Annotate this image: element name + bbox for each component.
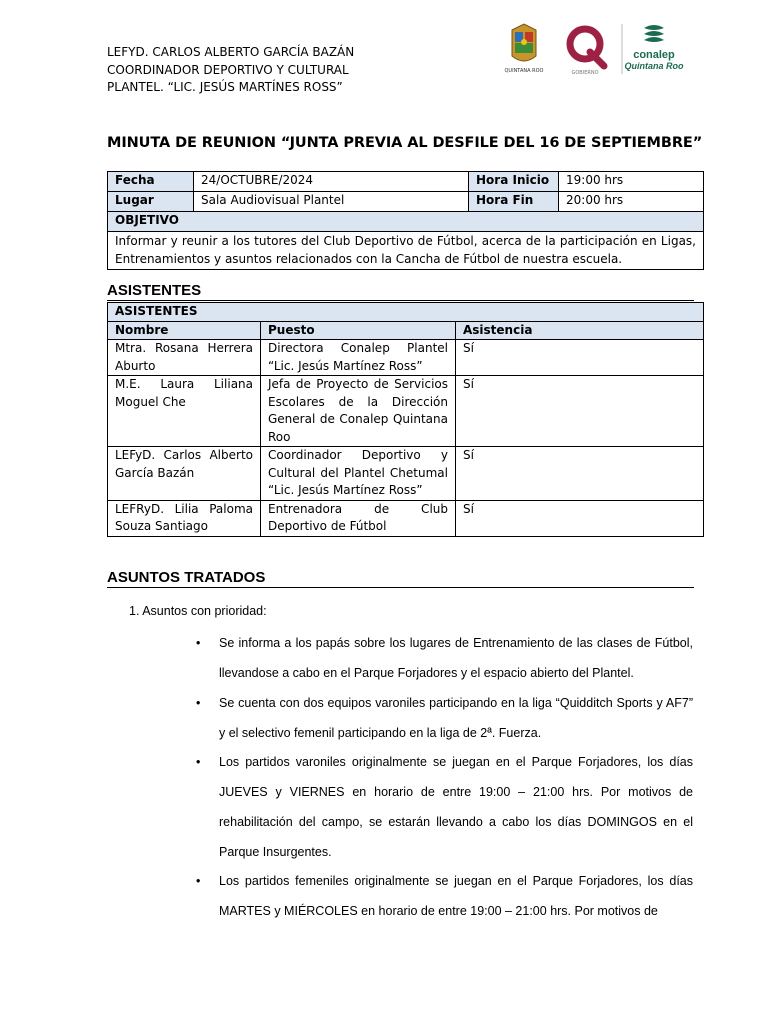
attendee-name: LEFyD. Carlos Alberto García Bazán — [108, 447, 261, 501]
state-seal-logo — [505, 24, 544, 74]
asistentes-table — [107, 302, 704, 537]
list-item — [196, 628, 693, 688]
header-position: COORDINADOR DEPORTIVO Y CULTURAL — [107, 62, 349, 77]
list-item-text: Los partidos varoniles originalmente se juegan en el Parque Forjadores, los días JUEVES y VIERNES en horario de entre 19:00 – 21:00 hrs. Por motivos de rehabilitación del campo, se estarán llevando a cabo los días DOMINGOS en el Parque Insurgentes. — [219, 755, 693, 859]
document-title: MINUTA DE REUNION “JUNTA PREVIA AL DESFILE DEL 16 DE SEPTIEMBRE” — [107, 135, 703, 151]
table-row — [108, 500, 704, 536]
hora-fin-value: 20:00 hrs — [559, 192, 704, 212]
attendee-attendance: Sí — [456, 447, 704, 501]
attendee-name: M.E. Laura Liliana Moguel Che — [108, 376, 261, 447]
svg-text:QUINTANA ROO: QUINTANA ROO — [504, 68, 544, 74]
conalep-logo — [625, 25, 684, 71]
table-row — [108, 340, 704, 376]
column-header-nombre: Nombre — [108, 321, 261, 340]
table-row — [108, 376, 704, 447]
hora-inicio-label: Hora Inicio — [469, 172, 559, 192]
attendee-attendance: Sí — [456, 340, 704, 376]
attendee-position: Coordinador Deportivo y Cultural del Plantel Chetumal “Lic. Jesús Martínez Ross” — [261, 447, 456, 501]
bullet-icon: • — [196, 696, 201, 710]
asuntos-heading: ASUNTOS TRATADOS — [107, 569, 694, 588]
hora-inicio-value: 19:00 hrs — [559, 172, 704, 192]
attendee-position: Jefa de Proyecto de Servicios Escolares de la Dirección General de Conalep Quintana Roo — [261, 376, 456, 447]
objetivo-text: Informar y reunir a los tutores del Club Deportivo de Fútbol, acerca de la participación en Ligas, Entrenamientos y asuntos relacionados con la Cancha de Fútbol de nuestra escuela. — [108, 232, 704, 270]
svg-text:Quintana Roo: Quintana Roo — [624, 61, 684, 71]
attendee-position: Entrenadora de Club Deportivo de Fútbol — [261, 500, 456, 536]
attendee-position: Directora Conalep Plantel “Lic. Jesús Martínez Ross” — [261, 340, 456, 376]
column-header-asistencia: Asistencia — [456, 321, 704, 340]
header-plantel: PLANTEL. “LIC. JESÚS MARTÍNES ROSS” — [107, 80, 343, 94]
attendee-name: LEFRyD. Lilia Paloma Souza Santiago — [108, 500, 261, 536]
lugar-label: Lugar — [108, 192, 194, 212]
attendee-attendance: Sí — [456, 376, 704, 447]
svg-text:conalep: conalep — [633, 49, 675, 61]
bullet-icon: • — [196, 755, 201, 769]
bullet-icon: • — [196, 636, 201, 650]
column-header-puesto: Puesto — [261, 321, 456, 340]
list-item-text: Los partidos femeniles originalmente se juegan en el Parque Forjadores, los días MARTES y MIÉRCOLES en horario de entre 19:00 – 21:00 hrs. Por motivos de — [219, 874, 693, 918]
asistentes-caption: ASISTENTES — [108, 303, 704, 322]
list-item-text: Se cuenta con dos equipos varoniles participando en la liga “Quidditch Sports y AF7” y el selectivo femenil participando en la liga de 2ª. Fuerza. — [219, 696, 693, 740]
objetivo-label: OBJETIVO — [108, 212, 704, 232]
lugar-value: Sala Audiovisual Plantel — [194, 192, 469, 212]
institution-logos — [504, 22, 700, 78]
table-row — [108, 447, 704, 501]
priority-item: 1. Asuntos con prioridad: — [129, 604, 267, 618]
header-block — [107, 44, 354, 97]
svg-text:GOBIERNO: GOBIERNO — [571, 70, 599, 76]
bullet-icon: • — [196, 874, 201, 888]
fecha-value: 24/OCTUBRE/2024 — [194, 172, 469, 192]
asistentes-heading: ASISTENTES — [107, 282, 694, 301]
list-item — [196, 747, 693, 867]
attendee-attendance: Sí — [456, 500, 704, 536]
hora-fin-label: Hora Fin — [469, 192, 559, 212]
q-logo — [570, 29, 604, 76]
fecha-label: Fecha — [108, 172, 194, 192]
list-item-text: Se informa a los papás sobre los lugares de Entrenamiento de las clases de Fútbol, llevandose a cabo en el Parque Forjadores y el espacio abierto del Plantel. — [219, 636, 693, 680]
attendee-name: Mtra. Rosana Herrera Aburto — [108, 340, 261, 376]
list-item — [196, 866, 693, 926]
header-name: LEFYD. CARLOS ALBERTO GARCÍA BAZÁN — [107, 45, 355, 59]
meeting-info-table — [107, 171, 704, 270]
list-item — [196, 688, 693, 748]
